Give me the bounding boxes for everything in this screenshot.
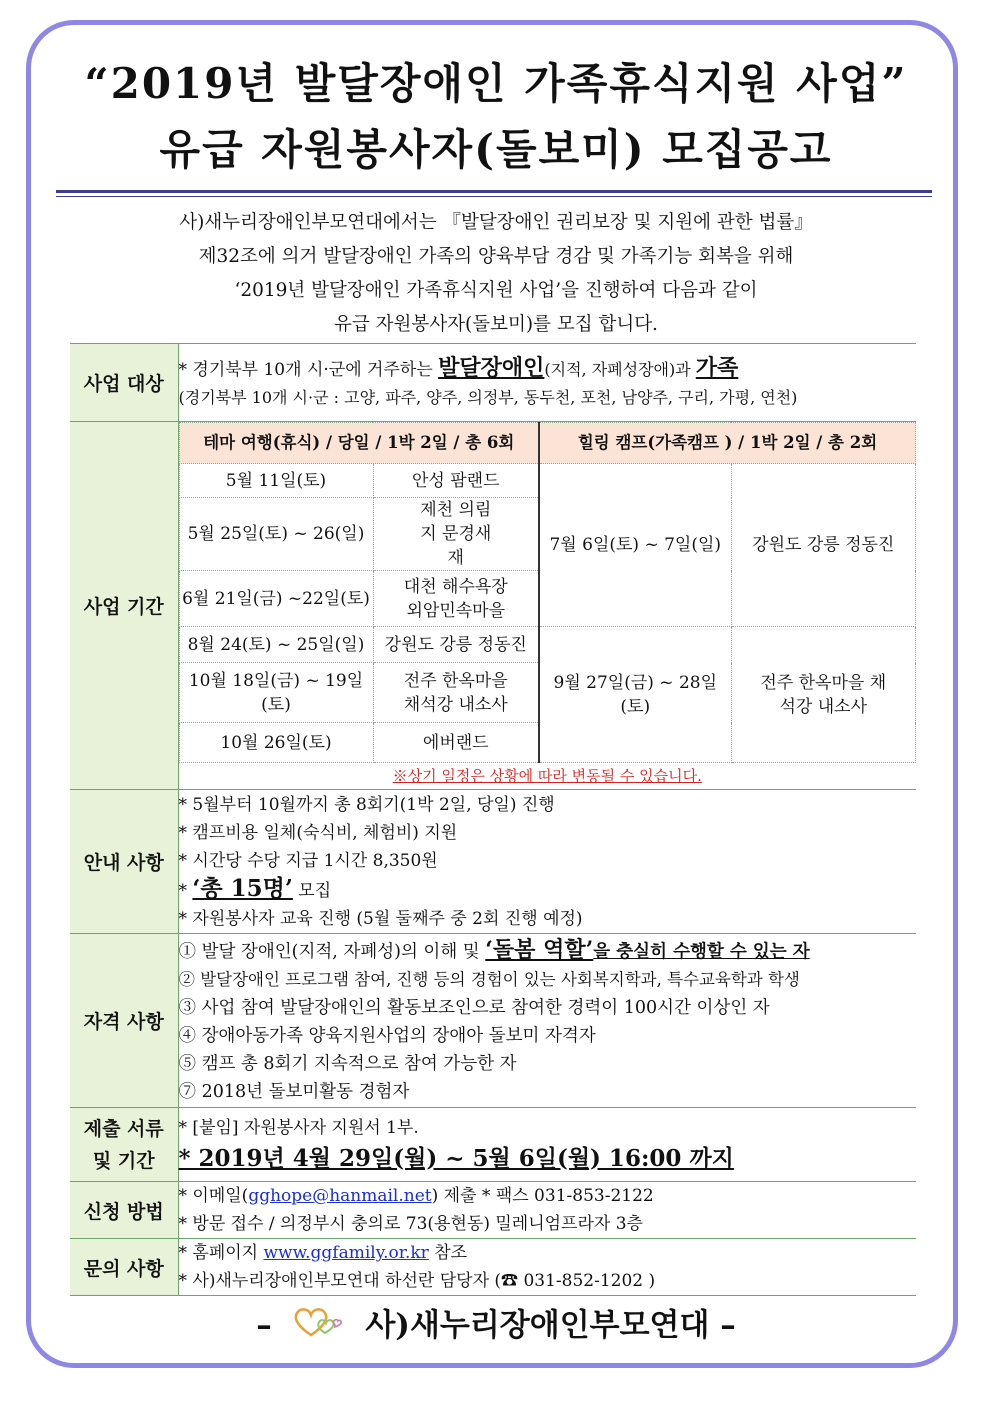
qualification-item: ④ 장애아동가족 양육지원사업의 장애아 돌보미 자격자 — [178, 1025, 596, 1046]
period-label: 사업 기간 — [70, 422, 178, 790]
contact-line-1 — [179, 1239, 917, 1267]
qualification-label: 자격 사항 — [70, 934, 178, 1108]
row-contact — [70, 1239, 916, 1296]
trip-date: 5월 11일(토) — [179, 464, 373, 498]
heart-logo-icon — [291, 1305, 347, 1349]
qualification-item: ② 발달장애인 프로그램 참여, 진행 등의 경험이 있는 사회복지학과, 특수교육학과 학생 — [178, 969, 800, 989]
intro-line: ‘2019년 발달장애인 가족휴식지원 사업’을 진행하여 다음과 같이 — [234, 280, 758, 301]
schedule-note: ※상기 일정은 상황에 따라 변동될 수 있습니다. — [392, 767, 702, 785]
schedule-table — [179, 422, 917, 789]
contact-label: 문의 사항 — [70, 1239, 178, 1296]
trip-place: 에버랜드 — [373, 723, 539, 763]
footer-org-name: 사)새누리장애인부모연대 — [365, 1307, 710, 1344]
target-text: * 경기북부 10개 시·군에 거주하는 — [178, 359, 439, 380]
apply-label: 신청 방법 — [70, 1182, 178, 1239]
title-line-2: 유급 자원봉사자(돌보미) 모집공고 — [159, 125, 833, 174]
row-submit — [70, 1108, 916, 1182]
guide-content — [178, 790, 916, 934]
row-qualification — [70, 934, 916, 1108]
target-emphasis-2: 가족 — [695, 354, 739, 381]
guide-label: 안내 사항 — [70, 790, 178, 934]
period-content — [178, 422, 916, 790]
qualification-item: ⑦ 2018년 돌보미활동 경험자 — [178, 1081, 410, 1102]
title-rule-thin — [56, 196, 932, 197]
contact-text: * 홈페이지 — [178, 1243, 264, 1263]
contact-content — [178, 1239, 916, 1296]
trip-place: 안성 팜랜드 — [373, 464, 539, 498]
row-period — [70, 422, 916, 790]
submit-content — [178, 1108, 916, 1182]
trip-place: 제천 의림지 문경새재 — [373, 498, 539, 571]
submit-doc: * [붙임] 자원봉사자 지원서 1부. — [178, 1117, 419, 1138]
intro-line: 제32조에 의거 발달장애인 가족의 양육부담 경감 및 가족기능 회복을 위해 — [198, 246, 794, 267]
guide-item: * 자원봉사자 교육 진행 (5월 둘째주 중 2회 진행 예정) — [178, 908, 583, 929]
row-apply — [70, 1182, 916, 1239]
info-table — [70, 343, 916, 1296]
target-line-1 — [179, 354, 917, 384]
guide-item: * 캠프비용 일체(숙식비, 체험비) 지원 — [178, 822, 458, 843]
submit-label — [70, 1108, 178, 1182]
trip-place: 대천 해수욕장 외암민속마을 — [373, 571, 539, 627]
footer-dash-right: – — [720, 1307, 736, 1344]
schedule-header-trips: 테마 여행(휴식) / 당일 / 1박 2일 / 총 6회 — [179, 423, 539, 464]
guide-total — [179, 875, 917, 905]
target-line-2: (경기북부 10개 시·군 : 고양, 파주, 양주, 의정부, 동두천, 포천, 남양주, 구리, 가평, 연천) — [178, 387, 798, 407]
schedule-header-camps: 힐링 캠프(가족캠프 ) / 1박 2일 / 총 2회 — [539, 423, 915, 464]
trip-place: 전주 한옥마을 채석강 내소사 — [373, 663, 539, 723]
submit-label-line-2: 및 기간 — [92, 1149, 155, 1172]
guide-total-prefix: * — [178, 880, 193, 901]
trip-place: 강원도 강릉 정동진 — [373, 627, 539, 663]
apply-text-fax: ) 제출 * 팩스 031-853-2122 — [431, 1186, 654, 1206]
guide-item: * 5월부터 10월까지 총 8회기(1박 2일, 당일) 진행 — [178, 794, 555, 815]
guide-total-emphasis: ‘총 15명’ — [192, 874, 293, 902]
footer — [0, 1305, 992, 1349]
intro-paragraph — [60, 206, 932, 342]
trip-date: 10월 18일(금) ~ 19일(토) — [179, 663, 373, 723]
title-line-1: “2019년 발달장애인 가족휴식지원 사업” — [84, 59, 908, 108]
qualification-item — [179, 936, 917, 966]
qualification-item: ③ 사업 참여 발달장애인의 활동보조인으로 참여한 경력이 100시간 이상인 자 — [178, 997, 770, 1018]
title-rule-thick — [56, 190, 932, 193]
homepage-link[interactable]: www.ggfamily.or.kr — [263, 1243, 429, 1263]
submit-deadline: * 2019년 4월 29일(월) ~ 5월 6일(월) 16:00 까지 — [178, 1144, 734, 1172]
trip-date: 8월 24(토) ~ 25일(일) — [179, 627, 373, 663]
camp-place: 전주 한옥마을 채석강 내소사 — [731, 627, 915, 763]
contact-text-post: 참조 — [428, 1243, 468, 1263]
apply-line-2: * 방문 접수 / 의정부시 충의로 73(용현동) 밀레니엄프라자 3층 — [178, 1214, 643, 1234]
camp-date: 7월 6일(토) ~ 7일(일) — [539, 464, 731, 627]
submit-label-line-1: 제출 서류 — [83, 1117, 164, 1140]
qualification-text-post: 을 충실히 수행할 수 있는 자 — [593, 941, 810, 962]
qualification-item: ⑤ 캠프 총 8회기 지속적으로 참여 가능한 자 — [178, 1053, 517, 1074]
qualification-emphasis: ‘돌봄 역할’ — [485, 936, 594, 963]
camp-date: 9월 27일(금) ~ 28일(토) — [539, 627, 731, 763]
apply-text: * 이메일( — [178, 1186, 249, 1206]
schedule-note-cell — [179, 763, 916, 790]
contact-line-2: * 사)새누리장애인부모연대 하선란 담당자 (☎ 031-852-1202 ) — [178, 1271, 656, 1291]
target-text-mid: (지적, 자폐성장애)과 — [544, 359, 696, 379]
qualification-content — [178, 934, 916, 1108]
trip-date: 5월 25일(토) ~ 26(일) — [179, 498, 373, 571]
trip-date: 10월 26일(토) — [179, 723, 373, 763]
footer-dash-left: – — [256, 1307, 272, 1344]
apply-line-1 — [179, 1182, 917, 1210]
guide-item: * 시간당 수당 지급 1시간 8,350원 — [178, 850, 438, 871]
row-target — [70, 344, 916, 422]
trip-date: 6월 21일(금) ~22일(토) — [179, 571, 373, 627]
camp-place: 강원도 강릉 정동진 — [731, 464, 915, 627]
target-label: 사업 대상 — [70, 344, 178, 422]
guide-total-suffix: 모집 — [292, 880, 332, 901]
apply-content — [178, 1182, 916, 1239]
target-emphasis-1: 발달장애인 — [438, 354, 545, 381]
qualification-text: ① 발달 장애인(지적, 자폐성)의 이해 및 — [178, 941, 486, 962]
row-guide — [70, 790, 916, 934]
email-link[interactable]: gghope@hanmail.net — [248, 1186, 432, 1206]
intro-line: 사)새누리장애인부모연대에서는 『발달장애인 권리보장 및 지원에 관한 법률』 — [179, 212, 813, 233]
intro-line: 유급 자원봉사자(돌보미)를 모집 합니다. — [334, 314, 658, 335]
target-content — [178, 344, 916, 422]
